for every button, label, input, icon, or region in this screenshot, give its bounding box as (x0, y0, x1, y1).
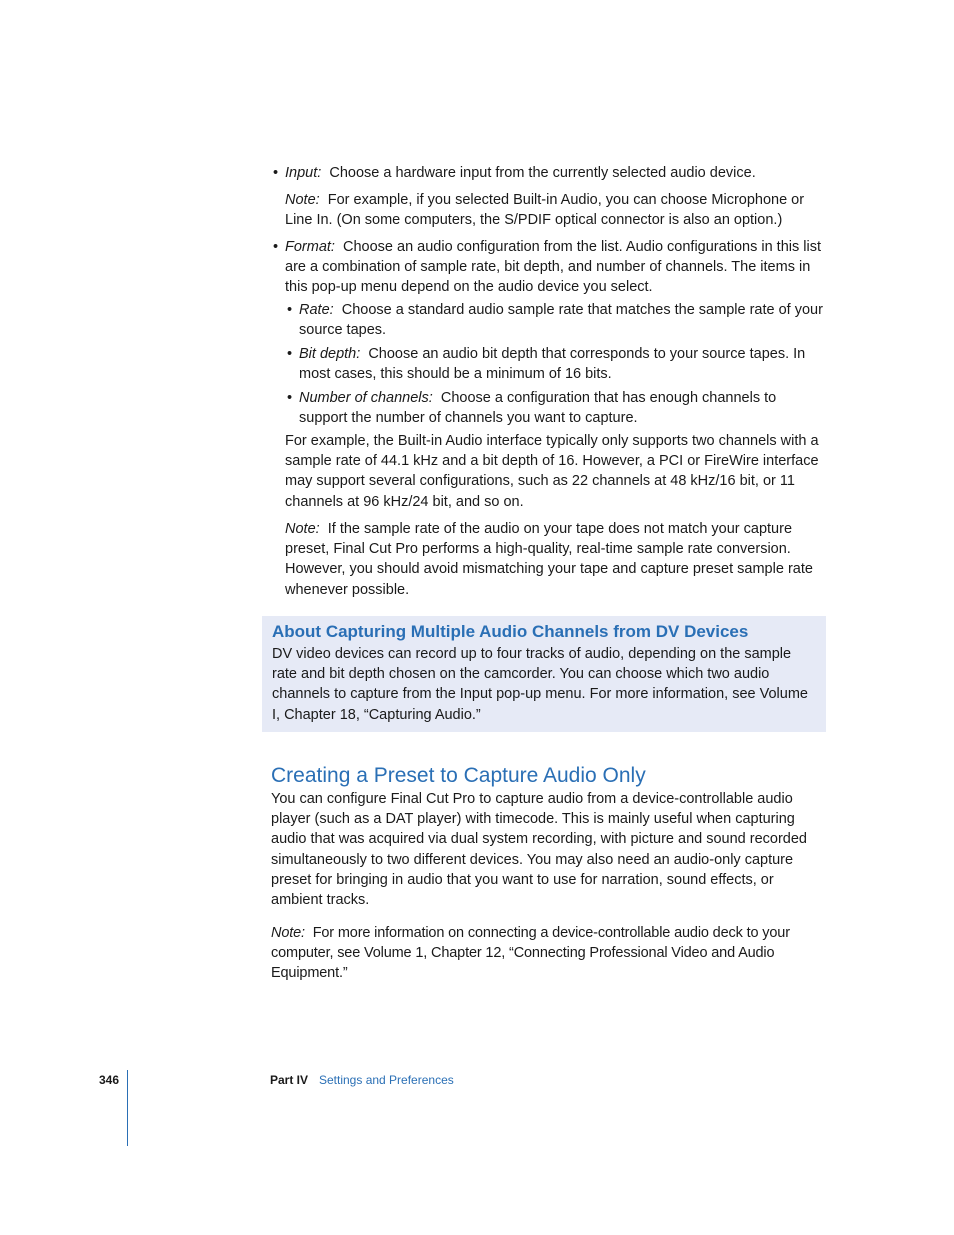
list-item-content (299, 344, 825, 384)
list-item-input (273, 163, 825, 183)
bullet-icon: • (273, 165, 279, 181)
bullet-icon: • (287, 346, 293, 362)
footer-part-label: Part IV (270, 1073, 309, 1087)
bullet-icon: • (287, 390, 293, 406)
term-description: Choose a configuration that has enough channels to support the number of channels you want to capture. (299, 390, 777, 427)
sidebar-body: DV video devices can record up to four tracks of audio, depending on the sample rate and bit depth chosen on the camcorder. You can choose which two audio channels to capture from the Input pop-up menu. For more information, see Volume I, Chapter 18, “Capturing Audio.” (272, 646, 808, 723)
sidebar-title: About Capturing Multiple Audio Channels from DV Devices (272, 622, 749, 641)
bullet-icon: • (287, 302, 293, 318)
note-label: Note: (285, 192, 320, 208)
footer-section-link[interactable]: Settings and Preferences (319, 1073, 454, 1087)
note-paragraph (285, 190, 825, 230)
list-item-format (273, 237, 825, 298)
list-item-content (299, 300, 825, 340)
list-item-content (285, 163, 825, 183)
term-label: Number of channels: (299, 390, 433, 406)
list-item-rate (287, 300, 825, 340)
list-item-channels (287, 388, 825, 428)
note-text: For more information on connecting a device-controllable audio deck to your computer, see Volume 1, Chapter 12, “Connecting Professional Video and Audio Equipment.” (271, 925, 790, 982)
term-label: Rate: (299, 302, 334, 318)
term-description: Choose an audio configuration from the list. Audio configurations in this list are a combination of sample rate, bit depth, and number of channels. The items in this pop-up menu depend on the audio device you select. (285, 239, 821, 296)
section-note (271, 923, 826, 984)
term-description: Choose an audio bit depth that corresponds to your source tapes. In most cases, this should be a minimum of 16 bits. (299, 346, 806, 383)
sidebar-box (262, 616, 826, 732)
term-label: Input: (285, 165, 322, 181)
note-text: For example, if you selected Built-in Audio, you can choose Microphone or Line In. (On some computers, the S/PDIF optical connector is also an option.) (285, 192, 805, 229)
list-item-bit-depth (287, 344, 825, 384)
example-paragraph: For example, the Built-in Audio interface typically only supports two channels with a sample rate of 44.1 kHz and a bit depth of 16. However, a PCI or FireWire interface may support several configurations, such as 22 channels at 48 kHz/16 bit, or 11 channels at 96 kHz/24 bit, and so on. (285, 433, 819, 510)
note-label: Note: (271, 925, 305, 941)
term-label: Bit depth: (299, 346, 361, 362)
note-label: Note: (285, 521, 320, 537)
term-description: Choose a standard audio sample rate that matches the sample rate of your source tapes. (299, 302, 823, 339)
note-paragraph (285, 519, 825, 600)
section-body: You can configure Final Cut Pro to capture audio from a device-controllable audio player (such as a DAT player) with timecode. This is mainly useful when capturing audio that was acquired via dual system recording, with picture and sound recorded simultaneously to two different devices. You may also need an audio-only capture preset for bringing in audio that you want to use for narration, sound effects, or ambient tracks. (271, 791, 807, 909)
term-label: Format: (285, 239, 335, 255)
page-number: 346 (99, 1073, 120, 1087)
list-item-content (299, 388, 825, 428)
list-item-content (285, 237, 825, 298)
section-heading: Creating a Preset to Capture Audio Only (271, 764, 646, 787)
bullet-icon: • (273, 239, 279, 255)
term-description: Choose a hardware input from the currently selected audio device. (329, 165, 756, 181)
note-text: If the sample rate of the audio on your tape does not match your capture preset, Final Cut Pro performs a high-quality, real-time sample rate conversion. However, you should avoid mismatching your tape and capture preset sample rate whenever possible. (285, 521, 813, 598)
footer-divider (127, 1070, 128, 1146)
